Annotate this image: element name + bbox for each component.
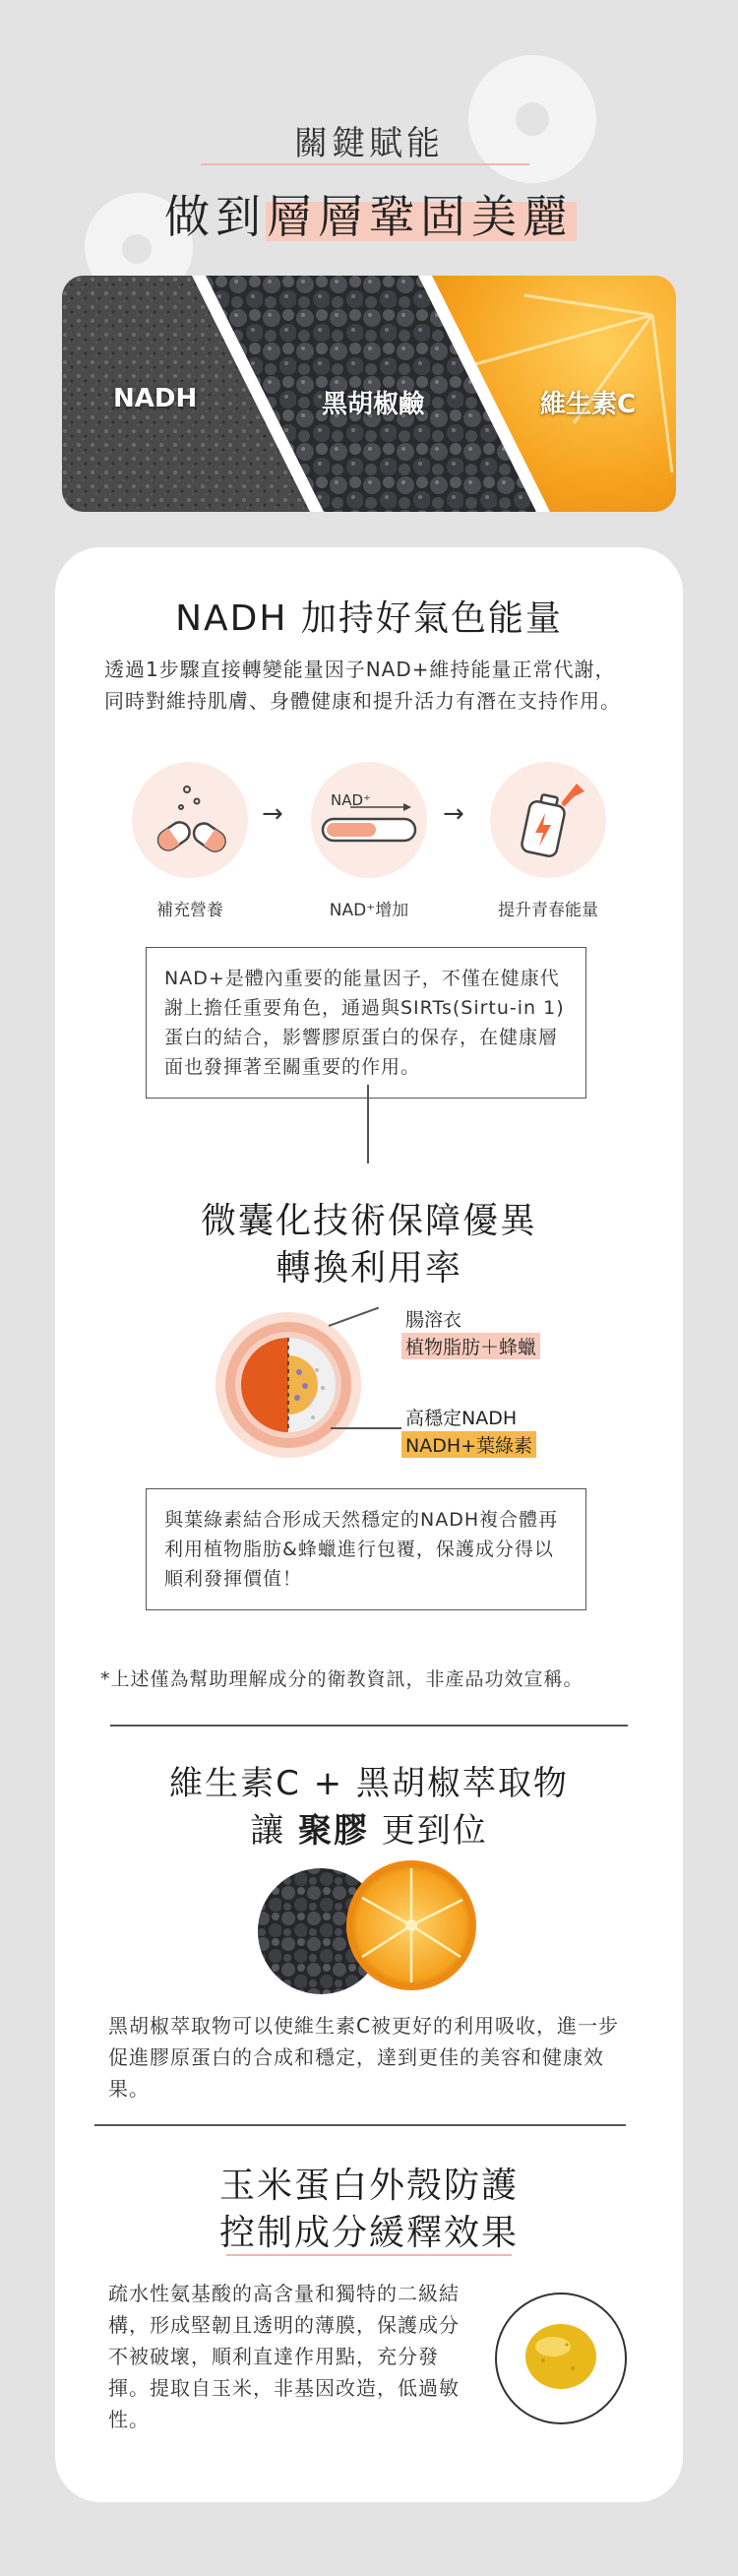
corn-title-line2: 控制成分緩釋效果 (218, 2213, 519, 2253)
step-label-nutrition: 補充營養 (156, 901, 223, 920)
softgel-icon (494, 2292, 628, 2425)
corn-text: 疏水性氨基酸的高含量和獨特的二級結構，形成堅韌且透明的薄膜，保護成分不被破壞，順利直達作用點，充分發揮。提取自玉米，非基因改造，低過敏性。 (108, 2282, 460, 2431)
ingredient-banner (62, 276, 676, 512)
nadh-intro: 透過1步驟直接轉變能量因子NAD+維持能量正常代謝，同時對維持肌膚、身體健康和提升活力有潛在支持作用。 (104, 658, 621, 713)
vitc-title-line1: 維生素C + 黑胡椒萃取物 (169, 1764, 569, 1803)
vitc-title-emphasis: 聚膠 (298, 1811, 369, 1851)
nadh-note-box: NAD+是體內重要的能量因子，不僅在健康代謝上擔任重要角色，通過與SIRTs(Sirtu-in 1)蛋白的結合，影響膠原蛋白的保存，在健康層面也發揮著至關重要的作用。 (146, 947, 586, 1099)
vitc-text: 黑胡椒萃取物可以使維生素C被更好的利用吸收，進一步促進膠原蛋白的合成和穩定，達到更佳的美容和健康效果。 (108, 2014, 619, 2101)
page-title: 做到層層鞏固美麗 (164, 190, 574, 243)
corn-title-underline (226, 2254, 512, 2256)
arrow-icon: → (262, 799, 283, 829)
subtitle-underline (201, 163, 529, 165)
section-subtitle: 關鍵賦能 (294, 124, 444, 163)
nadh-title-text: NADH 加持好氣色能量 (175, 598, 563, 639)
legend-coating-title: 腸溶衣 (405, 1309, 462, 1331)
legend-nadh-title: 高穩定NADH (405, 1408, 518, 1429)
battery-boost-icon (490, 762, 606, 878)
banner-label-piperine: 黑胡椒鹼 (322, 390, 425, 419)
connector-line (367, 1085, 369, 1163)
microcapsule-diagram (215, 1311, 362, 1459)
capsule-label: NAD⁺ (331, 791, 371, 809)
micro-note-box: 與葉綠素結合形成天然穩定的NADH複合體再利用植物脂肪&蜂蠟進行包覆，保護成分得以順利發揮價值！ (146, 1488, 586, 1610)
vitc-title-part-c: 更到位 (369, 1811, 488, 1851)
step-circle-nutrition (132, 762, 248, 878)
step-circle-nad (311, 762, 427, 878)
banner-label-nadh: NADH (113, 384, 198, 413)
microcapsule-icon (215, 1311, 362, 1459)
pepper-orange-illustration (256, 1860, 482, 1998)
legend-nadh-sub: NADH+葉綠素 (401, 1431, 536, 1458)
content-card (55, 547, 683, 2502)
pepper-orange-image (256, 1860, 482, 1998)
pills-icon (132, 762, 248, 878)
divider (110, 1725, 628, 1727)
nadh-title (55, 591, 683, 641)
divider (94, 2124, 626, 2126)
step-label-nad: NAD⁺增加 (329, 901, 409, 920)
corn-capsule-image (494, 2292, 628, 2425)
micro-title-line1: 微囊化技術保障優異 (200, 1201, 537, 1241)
arrow-icon: → (443, 799, 464, 829)
energy-bar-icon (311, 762, 427, 878)
step-circle-energy (490, 762, 606, 878)
corn-title-line1: 玉米蛋白外殼防護 (218, 2166, 519, 2206)
vitc-title-part-a: 讓 (250, 1811, 298, 1851)
banner-label-vitamin-c: 維生素C (540, 390, 637, 419)
disclaimer: *上述僅為幫助理解成分的衛教資訊，非產品功效宣稱。 (100, 1668, 584, 1690)
vitc-title-line2 (55, 1803, 683, 1852)
legend-coating-sub: 植物脂肪＋蜂蠟 (401, 1333, 540, 1359)
step-label-energy: 提升青春能量 (498, 901, 598, 920)
micro-title-line2: 轉換利用率 (275, 1248, 462, 1288)
legend-line-2 (331, 1427, 401, 1429)
